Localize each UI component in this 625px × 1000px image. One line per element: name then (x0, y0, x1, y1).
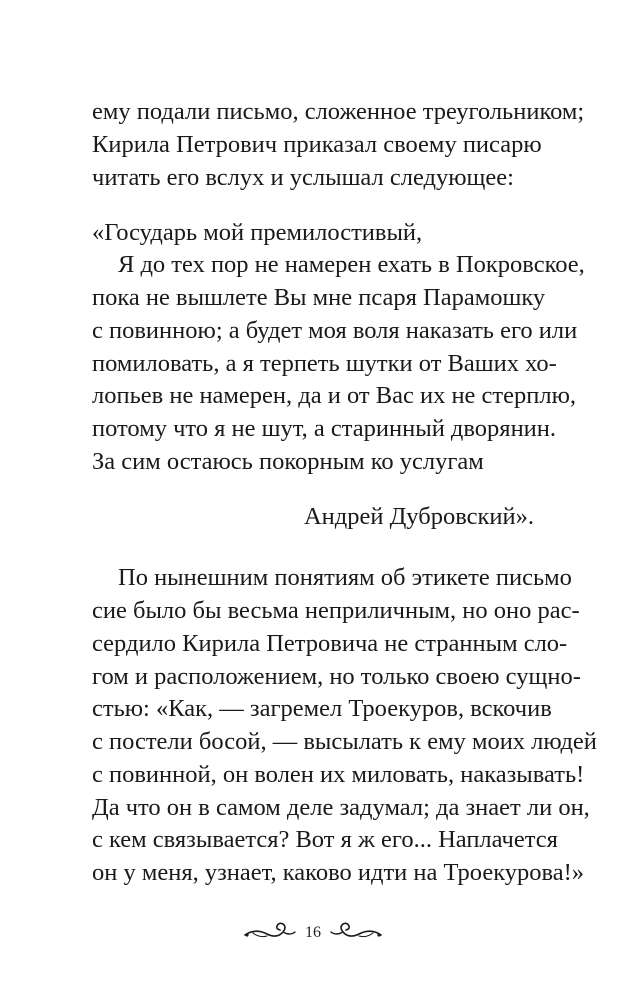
text-line: с постели босой, — высылать к ему моих людей (92, 728, 597, 755)
text-line: читать его вслух и услышал следующее: (92, 164, 514, 191)
text-line: По нынешним понятиям об этикете письмо (118, 564, 572, 591)
text-line: помиловать, а я терпеть шутки от Ваших хо- (92, 350, 557, 377)
text-line: ему подали письмо, сложенное треугольником; (92, 98, 585, 125)
text-line: пока не вышлете Вы мне псаря Парамошку (92, 284, 546, 311)
text-line: с повинной, он волен их миловать, наказывать! (92, 761, 585, 788)
text-line: гом и расположением, но только своею сущно- (92, 663, 581, 690)
text-line: он у меня, узнает, каково идти на Троекурова!» (92, 859, 585, 886)
text-line: Да что он в самом деле задумал; да знает ли он, (92, 794, 590, 821)
right-flourish-icon (329, 919, 383, 945)
text-line: с кем связывается? Вот я ж его... Наплачется (92, 826, 558, 853)
letter-salutation: «Государь мой премилостивый, (92, 219, 423, 246)
letter-signature: Андрей Дубровский». (303, 503, 534, 530)
left-flourish-icon (243, 919, 297, 945)
text-line: сие было бы весьма неприличным, но оно рас- (92, 597, 580, 624)
text-line: Кирила Петрович приказал своему писарю (92, 131, 542, 158)
text-line: с повинною; а будет моя воля наказать его или (92, 317, 578, 344)
text-line: сердило Кирила Петровича не странным сло- (92, 630, 568, 657)
text-line: потому что я не шут, а старинный дворянин. (92, 415, 557, 442)
text-line: лопьев не намерен, да и от Вас их не стерплю, (92, 382, 577, 409)
text-line: За сим остаюсь покорным ко услугам (92, 448, 484, 475)
text-line: Я до тех пор не намерен ехать в Покровское, (118, 251, 585, 278)
page-footer (0, 915, 625, 955)
page-number: 16 (305, 924, 321, 941)
text-line: стью: «Как, — загремел Троекуров, вскочив (92, 695, 552, 722)
